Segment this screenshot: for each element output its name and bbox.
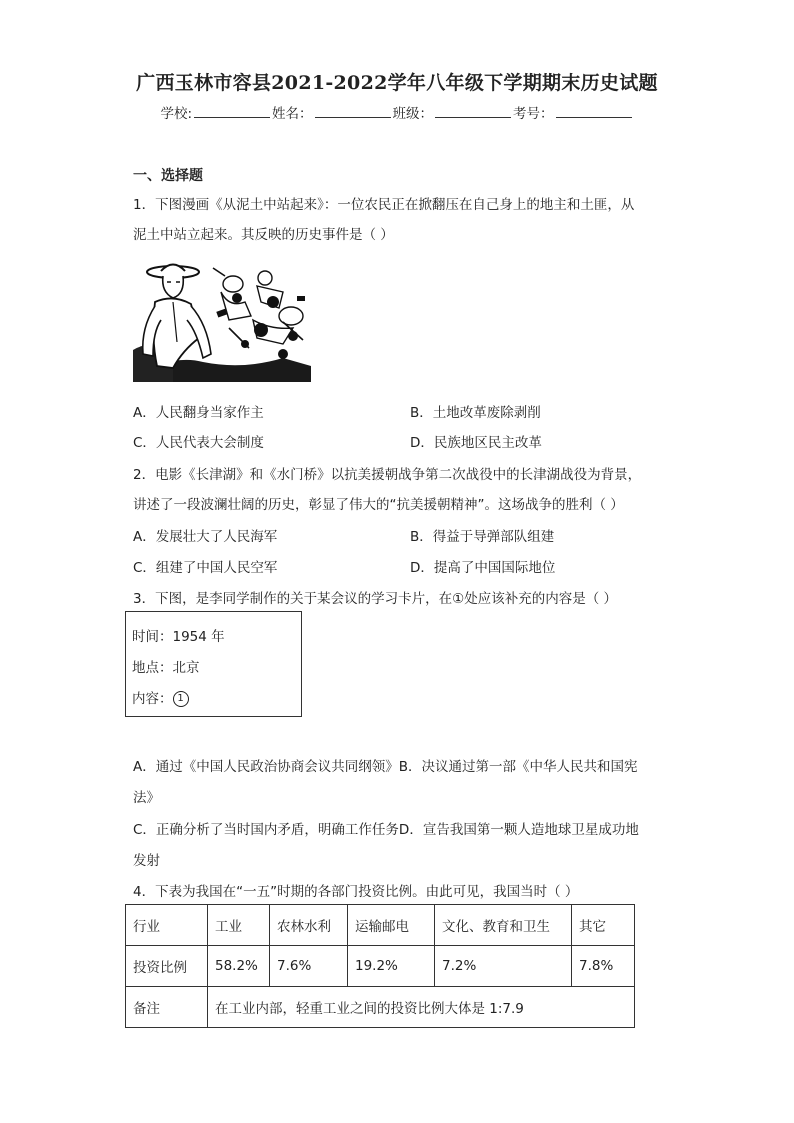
class-blank[interactable] [435,104,511,118]
q1-stem-line1: 1．下图漫画《从泥土中站起来》：一位农民正在掀翻压在自己身上的地主和土匪，从 [133,197,635,213]
row-label: 投资比例 [126,946,208,987]
header-cell: 行业 [126,905,208,946]
section-heading: 一、选择题 [133,168,203,184]
header-cell: 其它 [572,905,635,946]
value-cell: 58.2% [208,946,270,987]
name-label: 姓名： [272,106,313,122]
q4-stem: 4．下表为我国在“一五”时期的各部门投资比例。由此可见，我国当时（ ） [133,884,579,900]
exam-title: 广西玉林市容县2021-2022学年八年级下学期期末历史试题 [136,72,658,94]
value-cell: 19.2% [348,946,435,987]
q3-option-ab-line2[interactable]: 法》 [133,790,160,806]
q1-stem-line2: 泥土中站立起来。其反映的历史事件是（ ） [133,227,394,243]
cartoon-image [133,258,311,382]
q1-option-d[interactable]: D．民族地区民主改革 [410,435,542,451]
q3-stem: 3．下图，是李同学制作的关于某会议的学习卡片，在①处应该补充的内容是（ ） [133,591,617,607]
table-note-row [126,987,635,1028]
name-blank[interactable] [315,104,391,118]
note-cell: 在工业内部，轻重工业之间的投资比例大体是 1:7.9 [208,987,635,1028]
q1-option-b[interactable]: B．土地改革废除剥削 [410,405,541,421]
table-row [126,946,635,987]
circled-marker: 1 [173,691,189,707]
q1-option-a[interactable]: A．人民翻身当家作主 [133,405,264,421]
q1-option-c[interactable]: C．人民代表大会制度 [133,435,264,451]
value-cell: 7.6% [270,946,348,987]
header-cell: 文化、教育和卫生 [435,905,572,946]
q2-option-d[interactable]: D．提高了中国国际地位 [410,560,556,576]
card-content-row [132,687,189,707]
investment-table [125,904,635,1028]
card-content-label: 内容： [132,691,173,707]
q2-option-b[interactable]: B．得益于导弹部队组建 [410,529,555,545]
table-header-row [126,905,635,946]
q2-stem-line1: 2．电影《长津湖》和《水门桥》以抗美援朝战争第二次战役中的长津湖战役为背景， [133,467,642,483]
header-cell: 运输邮电 [348,905,435,946]
q2-option-c[interactable]: C．组建了中国人民空军 [133,560,278,576]
exam-no-blank[interactable] [556,104,632,118]
header-cell: 农林水利 [270,905,348,946]
value-cell: 7.2% [435,946,572,987]
q3-option-cd-line2[interactable]: 发射 [133,853,160,869]
q2-option-a[interactable]: A．发展壮大了人民海军 [133,529,278,545]
card-time: 时间：1954 年 [132,629,225,645]
card-place: 地点：北京 [132,660,200,676]
q3-option-ab-line1[interactable]: A．通过《中国人民政治协商会议共同纲领》B．决议通过第一部《中华人民共和国宪 [133,759,638,775]
value-cell: 7.8% [572,946,635,987]
q2-stem-line2: 讲述了一段波澜壮阔的历史，彰显了伟大的“抗美援朝精神”。这场战争的胜利（ ） [133,497,624,513]
school-blank[interactable] [194,104,270,118]
q3-option-cd-line1[interactable]: C．正确分析了当时国内矛盾，明确工作任务D．宣告我国第一颗人造地球卫星成功地 [133,822,639,838]
study-card [125,611,302,717]
header-cell: 工业 [208,905,270,946]
note-label: 备注 [126,987,208,1028]
exam-no-label: 考号： [513,106,554,122]
school-label: 学校: [160,106,193,122]
class-label: 班级： [392,106,434,122]
student-info-line [0,102,794,122]
